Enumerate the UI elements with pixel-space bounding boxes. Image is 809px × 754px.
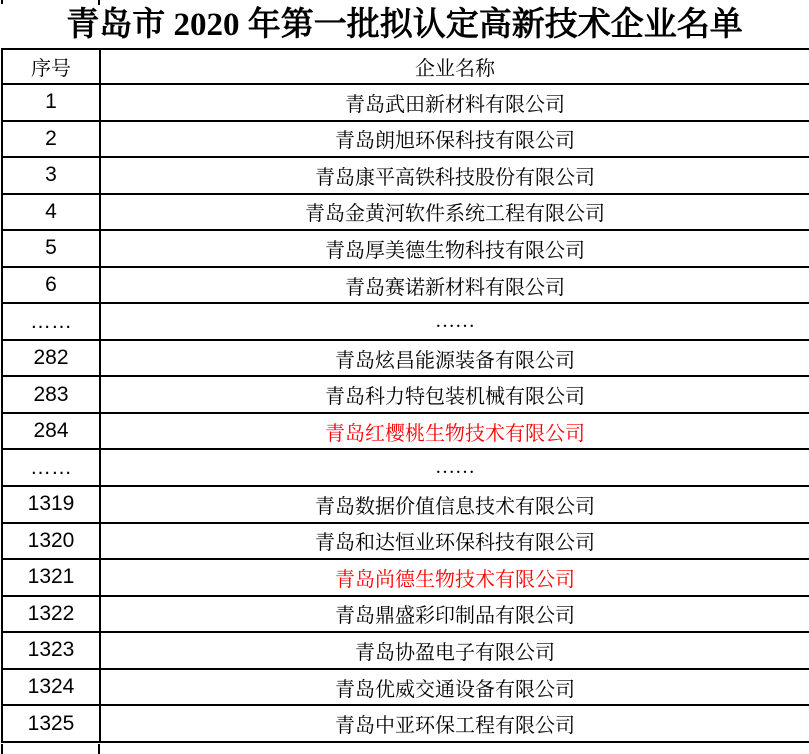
- row-no: 1: [2, 84, 100, 121]
- column-header-no: 序号: [2, 49, 100, 84]
- table-row: [2, 413, 809, 450]
- row-no: 2: [2, 121, 100, 158]
- row-name: 青岛朗旭环保科技有限公司: [100, 121, 809, 158]
- table-row: [2, 449, 809, 486]
- row-no: 283: [2, 376, 100, 413]
- table-row: [2, 596, 809, 633]
- row-name: 青岛尚德生物技术有限公司: [100, 559, 809, 596]
- enterprise-table-wrap: [0, 48, 809, 743]
- row-no: 6: [2, 267, 100, 304]
- table-row: [2, 157, 809, 194]
- table-row: [2, 523, 809, 560]
- row-no: 1323: [2, 632, 100, 669]
- row-name: 青岛康平高铁科技股份有限公司: [100, 157, 809, 194]
- table-row: [2, 376, 809, 413]
- table-row: [2, 84, 809, 121]
- table-row: [2, 632, 809, 669]
- row-no: 3: [2, 157, 100, 194]
- table-row: [2, 705, 809, 742]
- row-name: 青岛红樱桃生物技术有限公司: [100, 413, 809, 450]
- row-no: 4: [2, 194, 100, 231]
- row-name: 青岛武田新材料有限公司: [100, 84, 809, 121]
- border-fragment-bottom-left: [1, 744, 3, 754]
- row-no: 1321: [2, 559, 100, 596]
- table-body: [2, 84, 809, 742]
- enterprise-table: [1, 48, 809, 743]
- row-name: 青岛厚美德生物科技有限公司: [100, 230, 809, 267]
- table-row: [2, 486, 809, 523]
- row-no: 282: [2, 340, 100, 377]
- row-name: 青岛优威交通设备有限公司: [100, 669, 809, 706]
- row-name: ……: [100, 449, 809, 486]
- row-no: 1319: [2, 486, 100, 523]
- border-fragment-bottom-divider: [98, 744, 100, 754]
- table-row: [2, 194, 809, 231]
- table-row: [2, 669, 809, 706]
- table-row: [2, 340, 809, 377]
- row-name: 青岛炫昌能源装备有限公司: [100, 340, 809, 377]
- page-title: 青岛市 2020 年第一批拟认定高新技术企业名单: [66, 7, 743, 43]
- row-no: ……: [2, 449, 100, 486]
- table-header-row: [2, 49, 809, 84]
- row-name: 青岛协盈电子有限公司: [100, 632, 809, 669]
- table-row: [2, 121, 809, 158]
- row-name: 青岛和达恒业环保科技有限公司: [100, 523, 809, 560]
- row-name: 青岛赛诺新材料有限公司: [100, 267, 809, 304]
- row-no: 1322: [2, 596, 100, 633]
- row-name: 青岛鼎盛彩印制品有限公司: [100, 596, 809, 633]
- table-row: [2, 559, 809, 596]
- row-name: 青岛中亚环保工程有限公司: [100, 705, 809, 742]
- table-row: [2, 230, 809, 267]
- row-name: 青岛金黄河软件系统工程有限公司: [100, 194, 809, 231]
- row-no: 1325: [2, 705, 100, 742]
- row-no: 1320: [2, 523, 100, 560]
- row-no: 284: [2, 413, 100, 450]
- row-no: 1324: [2, 669, 100, 706]
- column-header-name: 企业名称: [100, 49, 809, 84]
- row-no: ……: [2, 303, 100, 340]
- table-row: [2, 303, 809, 340]
- table-row: [2, 267, 809, 304]
- row-no: 5: [2, 230, 100, 267]
- row-name: 青岛数据价值信息技术有限公司: [100, 486, 809, 523]
- row-name: 青岛科力特包装机械有限公司: [100, 376, 809, 413]
- row-name: ……: [100, 303, 809, 340]
